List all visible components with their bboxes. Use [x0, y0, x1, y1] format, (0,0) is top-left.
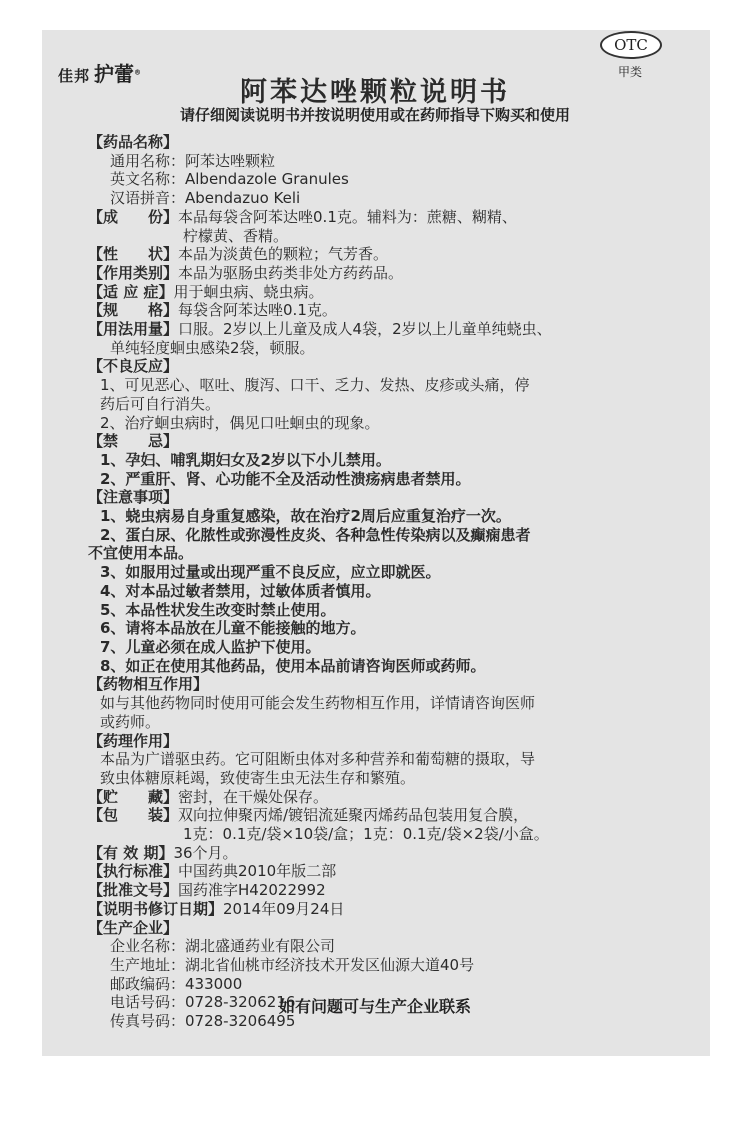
composition-text-cont: 柠檬黄、香精。: [183, 226, 289, 245]
section-header-drug-name: 【药品名称】: [88, 133, 179, 151]
precaution-item: 4、对本品过敏者禁用，过敏体质者慎用。: [100, 581, 381, 600]
section-header-pharmacology: 【药理作用】: [88, 731, 179, 750]
otc-badge: OTC: [600, 31, 662, 59]
standard-text: 中国药典2010年版二部: [178, 862, 337, 881]
section-header-contraindications: 【禁 忌】: [88, 432, 179, 451]
section-header-validity: 【有 效 期】: [88, 843, 174, 862]
composition-text: 本品每袋含阿苯达唑0.1克。辅料为：蔗糖、糊精、: [178, 207, 517, 226]
section-header-appearance: 【性 状】: [88, 245, 179, 264]
pharmacology-text-cont: 致虫体糖原耗竭，致使寄生虫无法生存和繁殖。: [100, 768, 416, 787]
precaution-item: 8、如正在使用其他药品，使用本品前请咨询医师或药师。: [100, 656, 486, 675]
pharmacology-text: 本品为广谱驱虫药。它可阻断虫体对多种营养和葡萄糖的摄取，导: [100, 750, 536, 769]
adverse-item-2: 2、治疗蛔虫病时，偶见口吐蛔虫的现象。: [100, 413, 380, 432]
manufacturer-company: 企业名称：湖北盛通药业有限公司: [110, 937, 336, 956]
manufacturer-phone: 电话号码：0728-3206216: [110, 993, 296, 1012]
usage-warning: 请仔细阅读说明书并按说明使用或在药师指导下购买和使用: [179, 106, 570, 124]
precaution-item: 2、蛋白尿、化脓性或弥漫性皮炎、各种急性传染病以及癫痫患者: [100, 525, 531, 544]
section-header-storage: 【贮 藏】: [88, 787, 179, 806]
section-header-indications: 【适 应 症】: [88, 282, 174, 301]
precaution-item: 6、请将本品放在儿童不能接触的地方。: [100, 619, 366, 638]
contact-footer: 如有问题可与生产企业联系: [278, 997, 471, 1016]
contraindication-item-2: 2、严重肝、肾、心功能不全及活动性溃疡病患者禁用。: [100, 469, 471, 488]
appearance-text: 本品为淡黄色的颗粒；气芳香。: [178, 245, 389, 264]
pinyin-name: 汉语拼音：Abendazuo Keli: [110, 189, 301, 208]
brand-prefix: 佳邦: [58, 67, 91, 85]
adverse-item-1-cont: 药后可自行消失。: [100, 394, 221, 413]
revision-text: 2014年09月24日: [223, 899, 345, 918]
manufacturer-postcode: 邮政编码：433000: [110, 974, 243, 993]
category-text: 本品为驱肠虫药类非处方药药品。: [178, 263, 404, 282]
spec-text: 每袋含阿苯达唑0.1克。: [178, 301, 337, 320]
dosage-text-cont: 单纯轻度蛔虫感染2袋，顿服。: [110, 338, 315, 357]
section-header-interactions: 【药物相互作用】: [88, 675, 209, 694]
indications-text: 用于蛔虫病、蛲虫病。: [173, 282, 324, 301]
english-name: 英文名称：Albendazole Granules: [110, 170, 349, 189]
otc-category: 甲类: [618, 65, 643, 79]
dosage-text: 口服。2岁以上儿童及成人4袋，2岁以上儿童单纯蛲虫、: [178, 320, 552, 339]
section-header-approval: 【批准文号】: [88, 881, 179, 900]
contraindication-item-1: 1、孕妇、哺乳期妇女及2岁以下小儿禁用。: [100, 450, 391, 469]
precaution-item: 1、蛲虫病易自身重复感染，故在治疗2周后应重复治疗一次。: [100, 507, 511, 526]
manufacturer-fax: 传真号码：0728-3206495: [110, 1012, 296, 1031]
adverse-item-1: 1、可见恶心、呕吐、腹泻、口干、乏力、发热、皮疹或头痛，停: [100, 376, 530, 395]
validity-text: 36个月。: [173, 843, 238, 862]
storage-text: 密封，在干燥处保存。: [178, 787, 329, 806]
interactions-text-cont: 或药师。: [100, 712, 161, 731]
generic-name: 通用名称：阿苯达唑颗粒: [110, 151, 276, 170]
section-header-standard: 【执行标准】: [88, 862, 179, 881]
section-header-category: 【作用类别】: [88, 263, 179, 282]
section-header-manufacturer: 【生产企业】: [88, 918, 179, 937]
section-header-precautions: 【注意事项】: [88, 488, 179, 507]
section-header-composition: 【成 份】: [88, 207, 179, 226]
interactions-text: 如与其他药物同时使用可能会发生药物相互作用，详情请咨询医师: [100, 694, 536, 713]
package-text: 双向拉伸聚丙烯/镀铝流延聚丙烯药品包装用复合膜，: [178, 806, 529, 825]
section-header-package: 【包 装】: [88, 806, 179, 825]
precaution-item: 3、如服用过量或出现严重不良反应，应立即就医。: [100, 563, 441, 582]
precaution-item: 5、本品性状发生改变时禁止使用。: [100, 600, 336, 619]
leaflet-content: [88, 133, 654, 1031]
section-header-dosage: 【用法用量】: [88, 320, 179, 339]
package-text-cont: 1克：0.1克/袋×10袋/盒；1克：0.1克/袋×2袋/小盒。: [183, 825, 549, 844]
precaution-item: 7、儿童必须在成人监护下使用。: [100, 637, 321, 656]
approval-text: 国药准字H42022992: [178, 881, 326, 900]
section-header-adverse: 【不良反应】: [88, 357, 179, 376]
section-header-spec: 【规 格】: [88, 301, 179, 320]
brand-name: 护蕾: [94, 62, 135, 86]
section-header-revision: 【说明书修订日期】: [88, 899, 224, 918]
document-title: 阿苯达唑颗粒说明书: [240, 77, 510, 108]
registered-mark: ®: [134, 68, 142, 77]
precaution-item-cont: 不宜使用本品。: [88, 544, 194, 563]
manufacturer-address: 生产地址：湖北省仙桃市经济技术开发区仙源大道40号: [110, 955, 475, 974]
